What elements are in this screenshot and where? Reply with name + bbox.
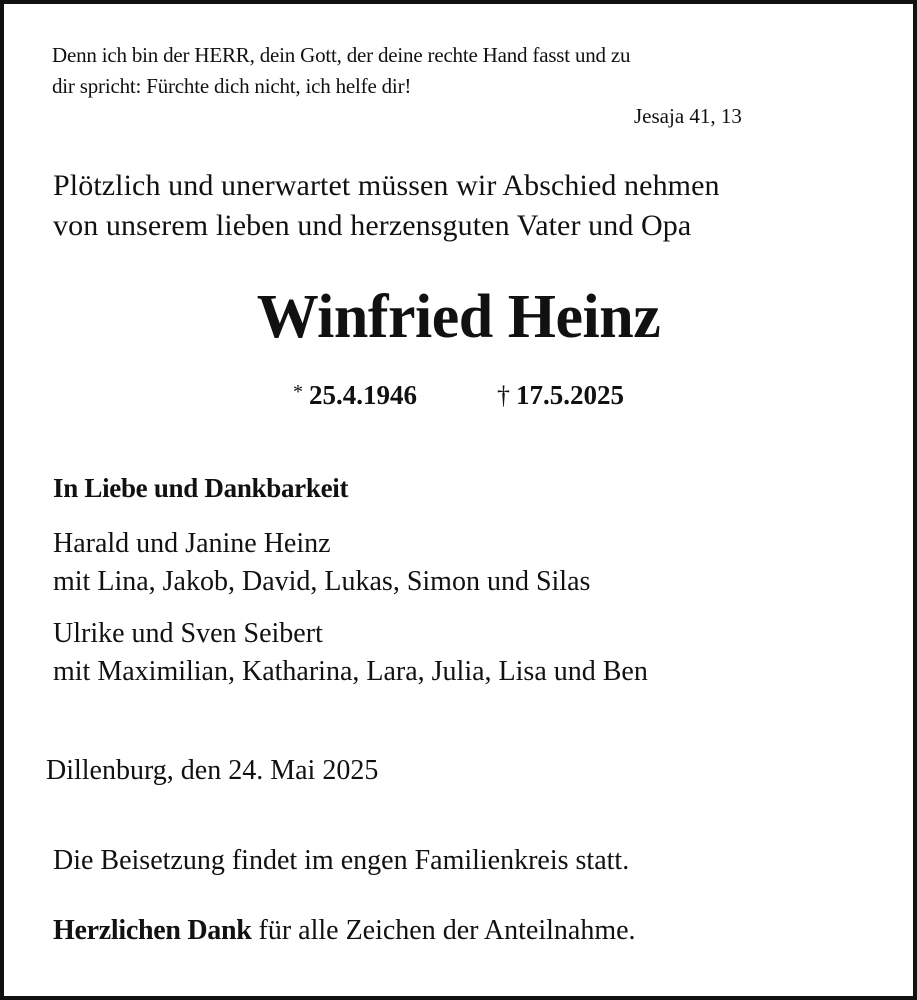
intro-line-1: Plötzlich und unerwartet müssen wir Abschied nehmen — [53, 169, 720, 202]
place-and-date: Dillenburg, den 24. Mai 2025 — [46, 755, 379, 786]
birth-star-icon: * — [293, 381, 303, 403]
birth-date: 25.4.1946 — [309, 380, 417, 410]
thanks-rest: für alle Zeichen der Anteilnahme. — [251, 915, 636, 946]
burial-note: Die Beisetzung findet im engen Familienkreis statt. — [53, 845, 630, 876]
family-parents: Ulrike und Sven Seibert — [53, 618, 323, 649]
family-parents: Harald und Janine Heinz — [53, 528, 331, 559]
verse-line-1: Denn ich bin der HERR, dein Gott, der deine rechte Hand fasst und zu — [52, 43, 631, 67]
thanks-bold: Herzlichen Dank — [53, 915, 252, 946]
family-children: mit Lina, Jakob, David, Lukas, Simon und Silas — [53, 566, 591, 597]
family-group — [53, 525, 590, 601]
verse-line-2: dir spricht: Fürchte dich nicht, ich helfe dir! — [52, 74, 412, 98]
family-group — [53, 615, 648, 691]
bible-verse — [52, 40, 630, 102]
family-children: mit Maximilian, Katharina, Lara, Julia, Lisa und Ben — [53, 656, 648, 687]
mourners-heading: In Liebe und Dankbarkeit — [53, 473, 349, 503]
death-cross-icon: † — [497, 381, 510, 410]
deceased-name: Winfried Heinz — [256, 283, 661, 351]
intro-line-2: von unserem lieben und herzensguten Vater und Opa — [53, 209, 692, 242]
death-date: 17.5.2025 — [516, 380, 624, 410]
thanks-note — [53, 915, 636, 947]
intro-text — [53, 166, 720, 246]
life-dates — [0, 380, 917, 411]
verse-source: Jesaja 41, 13 — [634, 104, 742, 128]
